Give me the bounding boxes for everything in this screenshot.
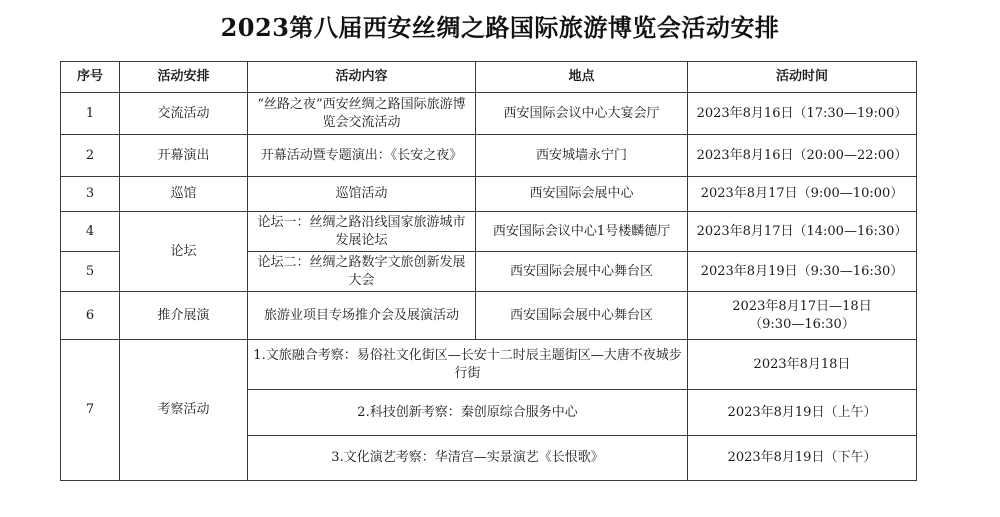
cell-content: 3.文化演艺考察：华清宫—实景演艺《长恨歌》 xyxy=(248,436,688,481)
cell-no: 5 xyxy=(61,252,120,292)
time-line-1: 2023年8月17日—18日 xyxy=(732,298,872,314)
cell-time: 2023年8月16日（20:00—22:00） xyxy=(688,135,917,177)
table-row xyxy=(61,135,917,177)
cell-place: 西安国际会展中心舞台区 xyxy=(476,292,688,340)
cell-time: 2023年8月18日 xyxy=(688,340,917,390)
cell-no: 3 xyxy=(61,177,120,212)
cell-type: 巡馆 xyxy=(120,177,248,212)
cell-content: 旅游业项目专场推介会及展演活动 xyxy=(248,292,476,340)
cell-content: 2.科技创新考察：秦创原综合服务中心 xyxy=(248,390,688,436)
cell-time: 2023年8月17日（14:00—16:30） xyxy=(688,212,917,252)
cell-type: 考察活动 xyxy=(120,340,248,481)
table-header-row xyxy=(61,62,917,93)
cell-type: 开幕演出 xyxy=(120,135,248,177)
cell-place: 西安城墙永宁门 xyxy=(476,135,688,177)
cell-no: 6 xyxy=(61,292,120,340)
cell-place: 西安国际会议中心大宴会厅 xyxy=(476,93,688,135)
cell-type: 论坛 xyxy=(120,212,248,292)
table-row xyxy=(61,177,917,212)
table-row xyxy=(61,212,917,252)
cell-no: 7 xyxy=(61,340,120,481)
cell-no: 1 xyxy=(61,93,120,135)
cell-time: 2023年8月19日（上午） xyxy=(688,390,917,436)
cell-time xyxy=(688,292,917,340)
cell-place: 西安国际会展中心 xyxy=(476,177,688,212)
header-time: 活动时间 xyxy=(688,62,917,93)
table-row xyxy=(61,93,917,135)
header-no: 序号 xyxy=(61,62,120,93)
cell-time: 2023年8月17日（9:00—10:00） xyxy=(688,177,917,212)
header-type: 活动安排 xyxy=(120,62,248,93)
cell-time: 2023年8月19日（9:30—16:30） xyxy=(688,252,917,292)
schedule-table xyxy=(60,61,917,481)
table-row xyxy=(61,292,917,340)
cell-type: 交流活动 xyxy=(120,93,248,135)
cell-content: 1.文旅融合考察：易俗社文化街区—长安十二时辰主题街区—大唐不夜城步行街 xyxy=(248,340,688,390)
cell-no: 4 xyxy=(61,212,120,252)
time-line-2: （9:30—16:30） xyxy=(749,316,855,332)
cell-place: 西安国际会议中心1号楼麟德厅 xyxy=(476,212,688,252)
cell-content: 论坛一：丝绸之路沿线国家旅游城市发展论坛 xyxy=(248,212,476,252)
cell-content: 论坛二：丝绸之路数字文旅创新发展大会 xyxy=(248,252,476,292)
cell-content: “丝路之夜”西安丝绸之路国际旅游博览会交流活动 xyxy=(248,93,476,135)
cell-content: 开幕活动暨专题演出：《长安之夜》 xyxy=(248,135,476,177)
table-row xyxy=(61,340,917,390)
cell-no: 2 xyxy=(61,135,120,177)
cell-time: 2023年8月16日（17:30—19:00） xyxy=(688,93,917,135)
header-place: 地点 xyxy=(476,62,688,93)
page-title: 2023第八届西安丝绸之路国际旅游博览会活动安排 xyxy=(220,13,780,42)
header-content: 活动内容 xyxy=(248,62,476,93)
cell-time: 2023年8月19日（下午） xyxy=(688,436,917,481)
cell-place: 西安国际会展中心舞台区 xyxy=(476,252,688,292)
cell-type: 推介展演 xyxy=(120,292,248,340)
cell-content: 巡馆活动 xyxy=(248,177,476,212)
